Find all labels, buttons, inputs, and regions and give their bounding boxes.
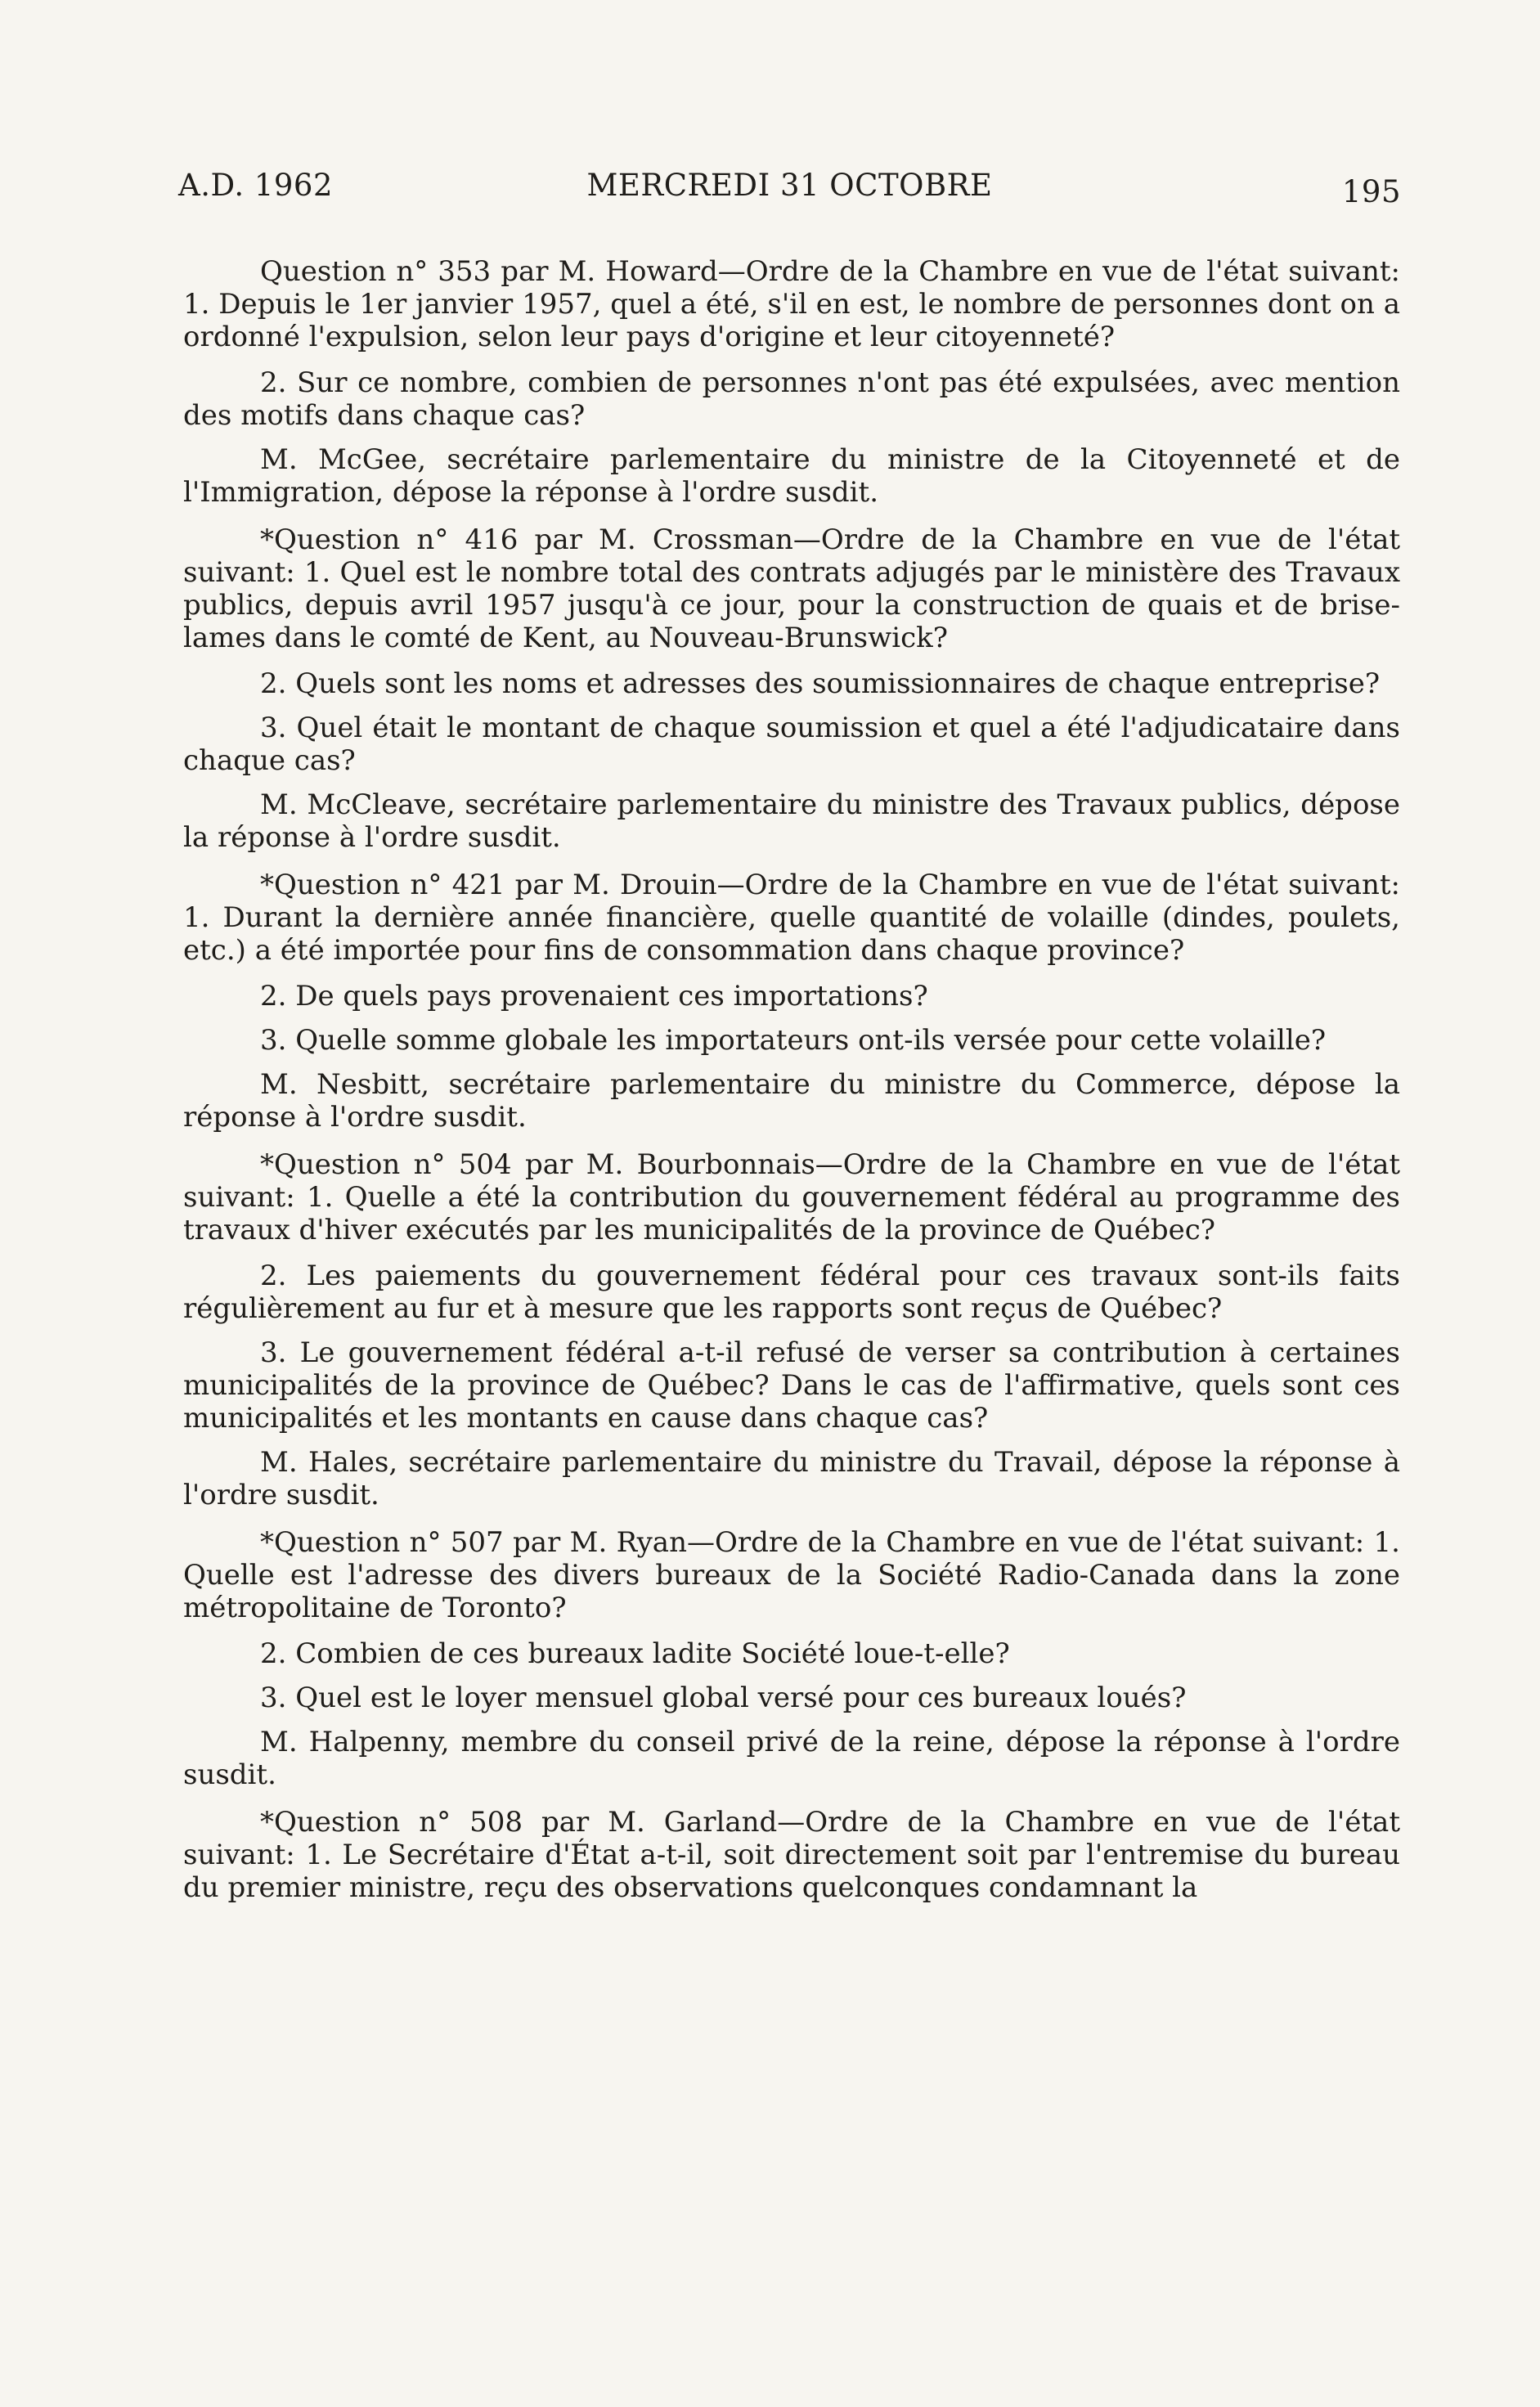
question-504-part-3: 3. Le gouvernement fédéral a-t-il refusé de verser sa contribution à certaines municipalités de la province de Québec? Dans le cas de l'affirmative, quels sont ces municipalités et les montants en cause dans chaque cas? — [183, 1336, 1400, 1435]
page-header — [178, 168, 1401, 217]
question-416-part-3: 3. Quel était le montant de chaque soumission et quel a été l'adjudicataire dans chaque cas? — [183, 712, 1400, 777]
question-504-part-2: 2. Les paiements du gouvernement fédéral pour ces travaux sont-ils faits régulièrement au fur et à mesure que les rapports sont reçus de Québec? — [183, 1260, 1400, 1325]
answer-353: M. McGee, secrétaire parlementaire du ministre de la Citoyenneté et de l'Immigration, dépose la réponse à l'ordre susdit. — [183, 443, 1400, 509]
answer-504: M. Hales, secrétaire parlementaire du ministre du Travail, dépose la réponse à l'ordre susdit. — [183, 1446, 1400, 1511]
page-number: 195 — [1341, 174, 1401, 209]
question-507-part-3: 3. Quel est le loyer mensuel global versé pour ces bureaux loués? — [260, 1682, 1187, 1714]
answer-416: M. McCleave, secrétaire parlementaire du ministre des Travaux publics, dépose la réponse à l'ordre susdit. — [183, 788, 1400, 854]
question-421-part-2: 2. De quels pays provenaient ces importations? — [260, 980, 928, 1013]
question-416-part-2: 2. Quels sont les noms et adresses des soumissionnaires de chaque entreprise? — [260, 667, 1381, 700]
question-421: *Question n° 421 par M. Drouin—Ordre de la Chambre en vue de l'état suivant: 1. Durant la dernière année financière, quelle quantité de volaille (dindes, poulets, etc.) a été importée pour fins de consommation dans chaque province? — [183, 869, 1400, 967]
answer-421: M. Nesbitt, secrétaire parlementaire du ministre du Commerce, dépose la réponse à l'ordre susdit. — [183, 1068, 1400, 1134]
answer-507: M. Halpenny, membre du conseil privé de la reine, dépose la réponse à l'ordre susdit. — [183, 1726, 1400, 1791]
question-416: *Question n° 416 par M. Crossman—Ordre de la Chambre en vue de l'état suivant: 1. Quel est le nombre total des contrats adjugés par le ministère des Travaux publics, depuis avril 1957 jusqu'à ce jour, pour la construction de quais et de brise-lames dans le comté de Kent, au Nouveau-Brunswick? — [183, 523, 1400, 654]
header-date: MERCREDI 31 OCTOBRE — [586, 168, 993, 203]
question-353: Question n° 353 par M. Howard—Ordre de la Chambre en vue de l'état suivant: 1. Depuis le 1er janvier 1957, quel a été, s'il en est, le nombre de personnes dont on a ordonné l'expulsion, selon leur pays d'origine et leur citoyenneté? — [183, 255, 1400, 353]
question-508: *Question n° 508 par M. Garland—Ordre de la Chambre en vue de l'état suivant: 1. Le Secrétaire d'État a-t-il, soit directement soit par l'entremise du bureau du premier ministre, reçu des observations quelconques condamnant la — [183, 1806, 1400, 1904]
document-body — [183, 255, 1400, 1917]
question-421-part-3: 3. Quelle somme globale les importateurs ont-ils versée pour cette volaille? — [260, 1024, 1327, 1057]
header-year: A.D. 1962 — [178, 168, 334, 203]
question-507: *Question n° 507 par M. Ryan—Ordre de la Chambre en vue de l'état suivant: 1. Quelle est l'adresse des divers bureaux de la Société Radio-Canada dans la zone métropolitaine de Toronto? — [183, 1526, 1400, 1624]
question-507-part-2: 2. Combien de ces bureaux ladite Société loue-t-elle? — [260, 1637, 1010, 1670]
question-504: *Question n° 504 par M. Bourbonnais—Ordre de la Chambre en vue de l'état suivant: 1. Quelle a été la contribution du gouvernement fédéral au programme des travaux d'hiver exécutés par les municipalités de la province de Québec? — [183, 1148, 1400, 1246]
question-353-part-2: 2. Sur ce nombre, combien de personnes n'ont pas été expulsées, avec mention des motifs dans chaque cas? — [183, 366, 1400, 432]
